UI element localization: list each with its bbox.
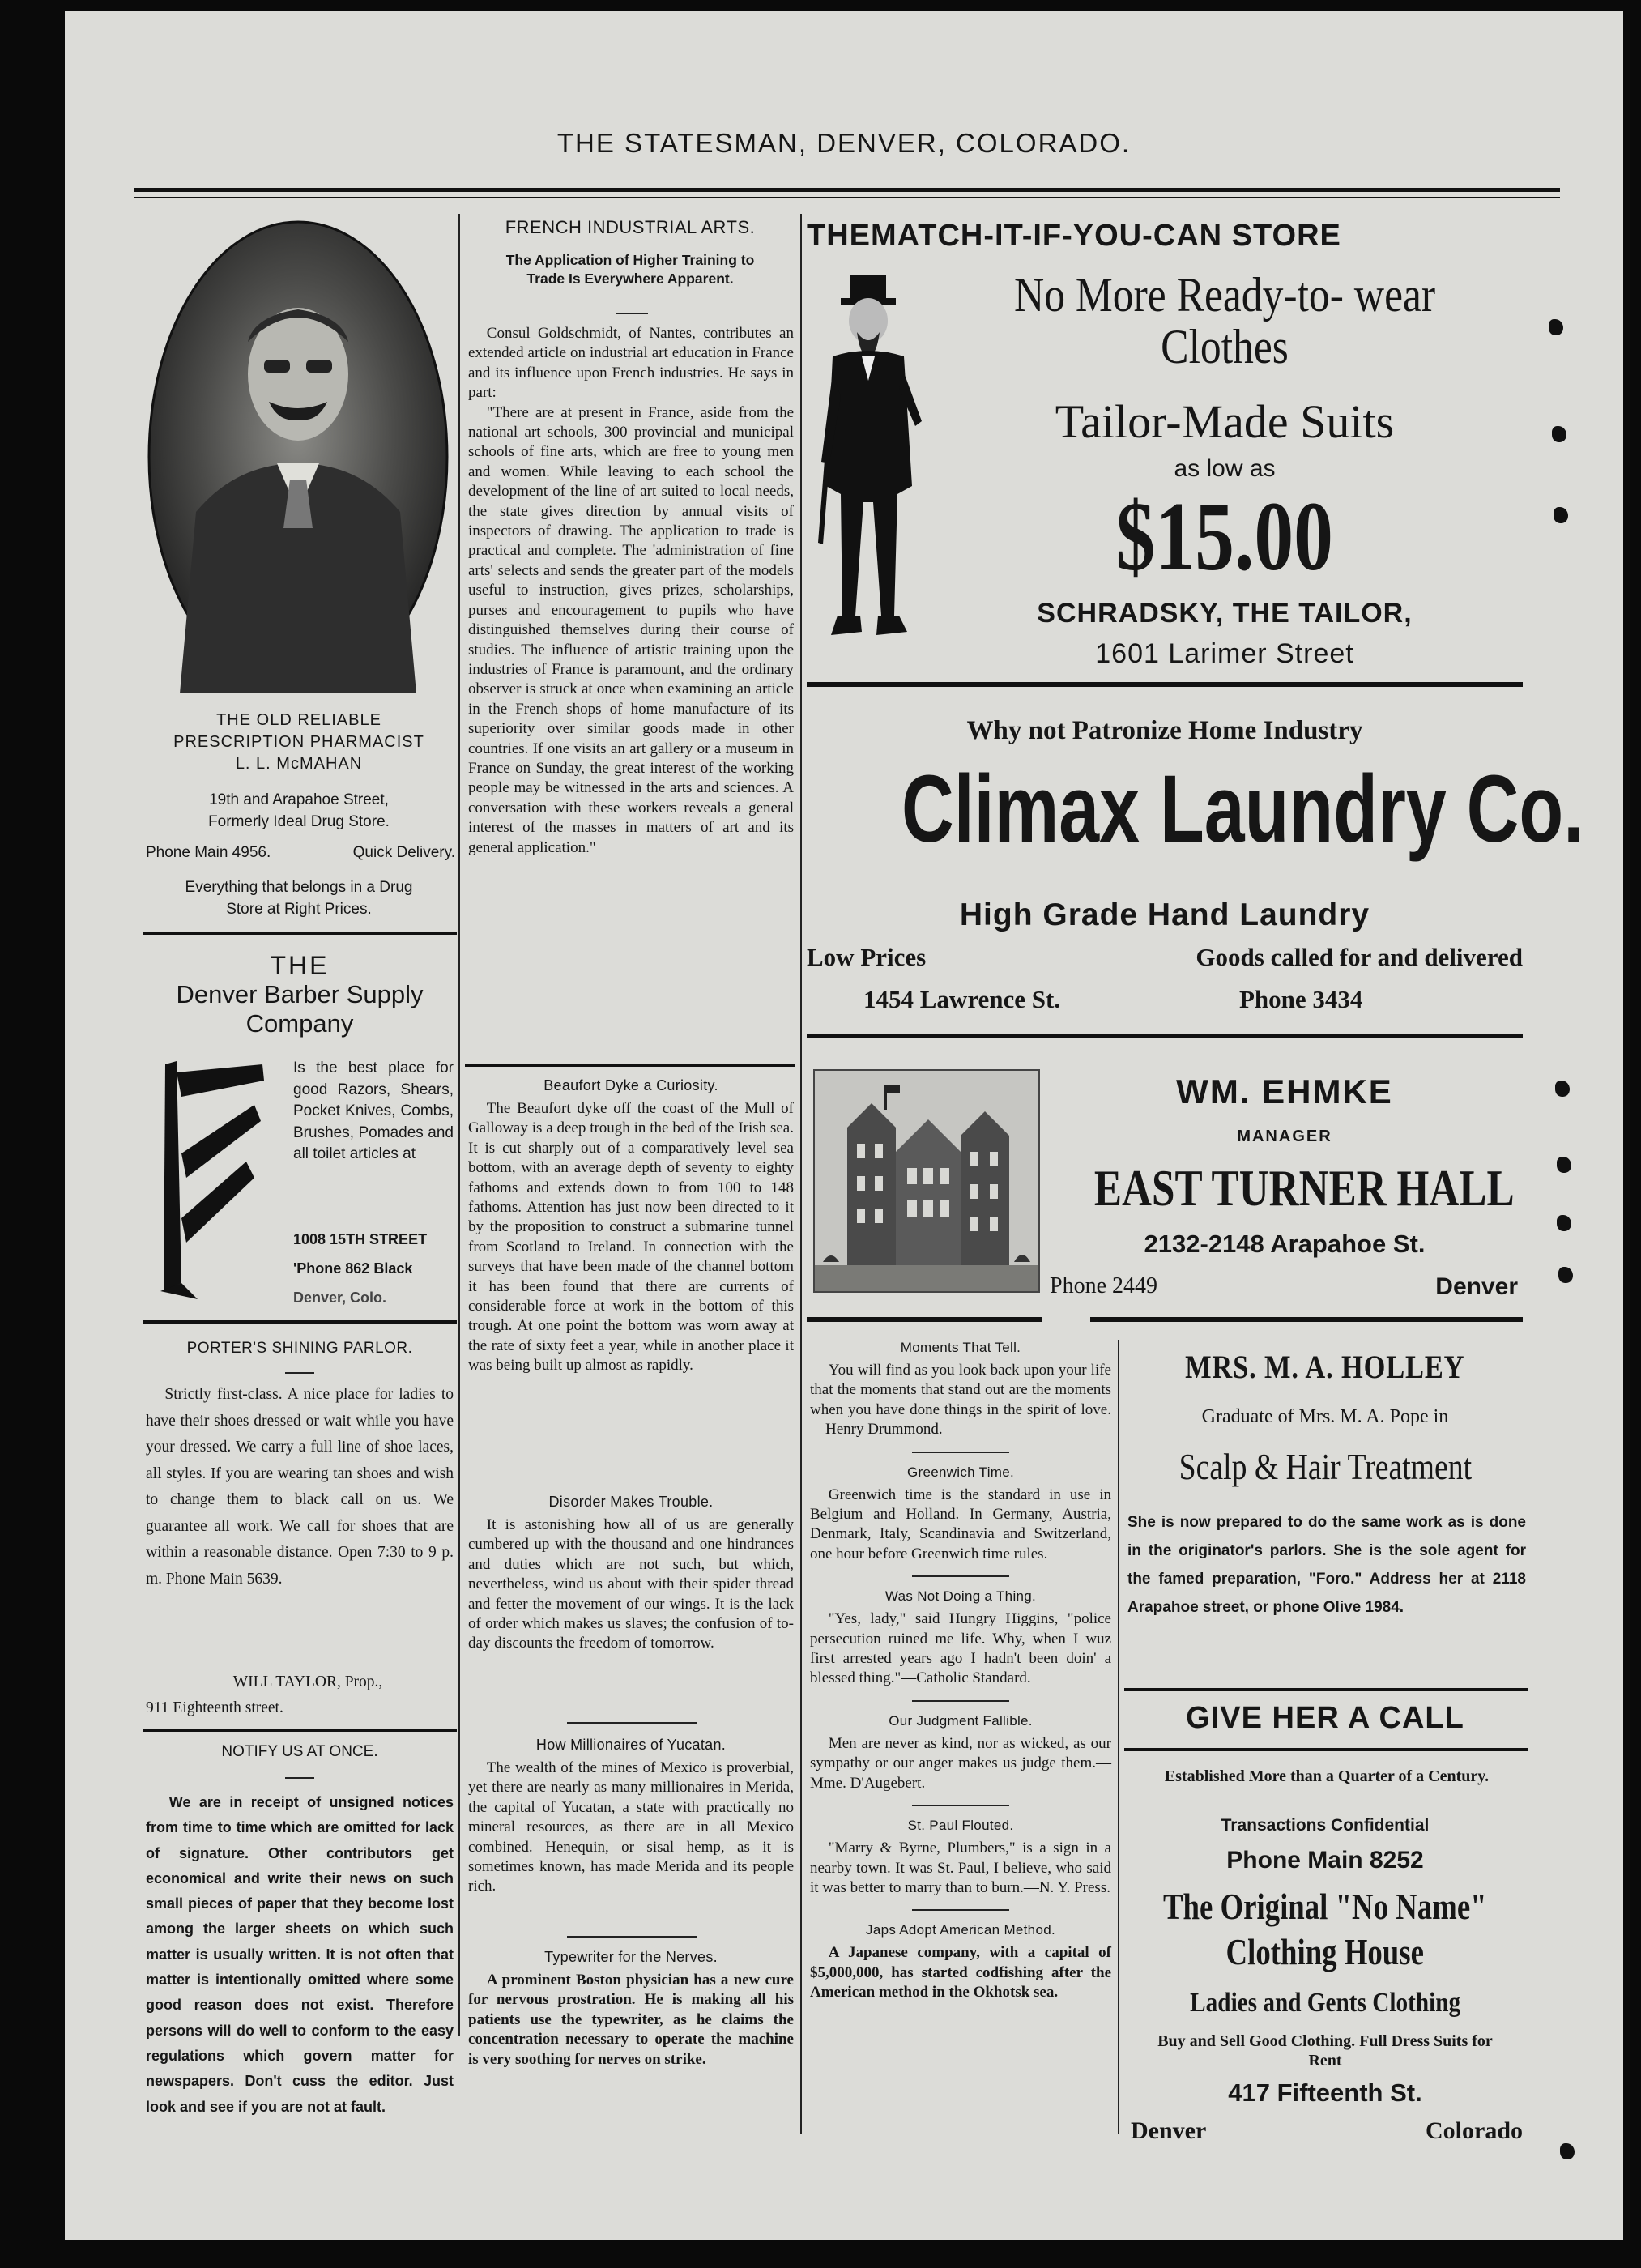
typewriter-title: Typewriter for the Nerves.: [544, 1949, 718, 1965]
tailor-price-text: $15.00: [1115, 482, 1334, 591]
tailor-line-2: Clothes: [1161, 320, 1289, 373]
newspaper-page: [65, 11, 1623, 2240]
pharmacist-ad: [143, 710, 455, 775]
rule-short-1: [912, 1452, 1009, 1453]
nonamestore-conf: Transactions Confidential: [1221, 1816, 1430, 1835]
masthead-rule-thin: [134, 197, 1560, 198]
porter-address: 911 Eighteenth street.: [146, 1699, 283, 1716]
laundry-low-prices: Low Prices: [807, 943, 927, 971]
notify-body: [146, 1790, 454, 2120]
nonamestore-ladies-text: Ladies and Gents Clothing: [1190, 1988, 1460, 2018]
tailor-headline: [951, 269, 1498, 373]
porter-title-rule: [285, 1372, 314, 1374]
barber-ad-header: [143, 951, 457, 1038]
holley-body: She is now prepared to do the same work as is done in the originator's parlors. She is the sole agent for the famed preparation, "Foro." Address her at 2118 Arapahoe street, or phone Olive 1984.: [1127, 1514, 1526, 1616]
rule-c1-2: [143, 1320, 457, 1324]
moments-article: [810, 1340, 1111, 1440]
turner-city: Denver: [1435, 1273, 1518, 1300]
holley-name-text: MRS. M. A. HOLLEY: [1185, 1349, 1465, 1385]
rule-c1-3: [143, 1729, 457, 1732]
greenwich-text: Greenwich time is the standard in use in Belgium and Holland. In Germany, Austria, Denmark, Italy, Scandinavia and Switzerland, one hour before Greenwich time rules.: [810, 1486, 1111, 1562]
moments-title: Moments That Tell.: [900, 1340, 1021, 1355]
tailor-line-3: Tailor-Made Suits: [1055, 395, 1395, 448]
nothing-text: "Yes, lady," said Hungry Higgins, "police persecution ruined me life. Why, when I wuz first arrested years ago I hadn't been doin' a blessed thing."—Catholic Standard.: [810, 1610, 1111, 1687]
rule-c2-1: [465, 1064, 795, 1067]
nonamestore-phone: Phone Main 8252: [1226, 1847, 1424, 1874]
holley-name: [1123, 1348, 1528, 1386]
disorder-text: It is astonishing how all of us are generally cumbered up with the thousand and one hindrances and duties which are not such, but which, nevertheless, wind us about with their spider thread and fetter the movement of our wings. It is the lack of order which makes us slaves; the confusion of to-day discounts the freedom of tomorrow.: [468, 1516, 794, 1652]
nonamestore-state: Colorado: [1426, 2117, 1523, 2144]
porter-text: Strictly first-class. A nice place for ladies to have their shoes dressed or wait while you have your dressed. We carry a full line of shoe laces, all styles. If you are wearing tan shoes and wish to change them to black call on us. We guarantee all work. We call for shoes that are within a reasonable distance. Open 7:30 to 9 p. m. Phone Main 5639.: [146, 1386, 454, 1588]
japs-text: A Japanese company, with a capital of $5,000,000, has started codfishing after the American method in the Okhotsk sea.: [810, 1944, 1111, 2002]
tailor-address: 1601 Larimer Street: [1095, 638, 1354, 669]
japs-article: [810, 1922, 1111, 2002]
turner-hall-image: [813, 1069, 1040, 1293]
nonamestore-name: [1118, 1884, 1532, 1975]
pharmacist-address-2: Formerly Ideal Drug Store.: [208, 813, 390, 830]
nonamestore-name-2: Clothing House: [1225, 1931, 1425, 1972]
barber-name-2: Company: [245, 1009, 354, 1038]
barber-name-1: Denver Barber Supply: [176, 980, 424, 1008]
nonamestore-city: Denver: [1131, 2117, 1207, 2144]
stpaul-title: St. Paul Flouted.: [907, 1818, 1014, 1834]
millionaires-title: How Millionaires of Yucatan.: [535, 1737, 727, 1753]
pharmacist-line-1: THE OLD RELIABLE: [216, 711, 381, 729]
turner-hall-text: EAST TURNER HALL: [1093, 1159, 1515, 1217]
disorder-article: [468, 1494, 794, 1654]
french-para-1: Consul Goldschmidt, of Nantes, contributes an extended article on industrial art education in France and its influence upon French industries. He says in part:: [468, 325, 794, 402]
judgment-text: Men are never as kind, nor as wicked, as our sympathy or our anger makes us judge them.—Mme. D'Augebert.: [810, 1734, 1111, 1792]
beaufort-text: The Beaufort dyke off the coast of the Mull of Galloway is a deep trough in the bed of the Irish sea. It is cut sharply out of a comparatively level sea bottom, with an average depth of seventy to eighty fathoms and extends down to from 100 to 148 fathoms. Attention has just now been directed to it by the proposition to construct a submarine tunnel from Scotland to Ireland. In connection with the surveys that have been made of the channel bottom it has been found that there are currents of considerable force at work in the bottom of this trough. At one point the bottom was worn away at the rate of sixty feet a year, while in another place it was being built up almost as rapidly.: [468, 1100, 794, 1375]
column-rule-1: [458, 214, 460, 2036]
beaufort-title: Beaufort Dyke a Curiosity.: [543, 1077, 718, 1094]
pharmacist-slogan-2: Store at Right Prices.: [226, 901, 372, 918]
millionaires-text: The wealth of the mines of Mexico is proverbial, yet there are nearly as many millionaires in Merida, the capital of Yucatan, a state with practically no mineral resources, as there are in all Mexico combined. Henequin, or sisal hemp, as it is sometimes known, has made Merida and its people rich.: [468, 1759, 794, 1895]
barber-contact: [293, 1225, 455, 1312]
laundry-sub: High Grade Hand Laundry: [959, 897, 1370, 932]
millionaires-article: [468, 1737, 794, 1897]
french-subtitle-rule: [616, 313, 648, 314]
holley-service: [1123, 1445, 1528, 1489]
rule-short-2: [912, 1575, 1009, 1577]
laundry-delivery: Goods called for and delivered: [1196, 943, 1523, 971]
laundry-address: 1454 Lawrence St.: [863, 985, 1061, 1013]
turner-phone: Phone 2449: [1050, 1273, 1157, 1298]
short-items: [810, 1340, 1111, 2003]
french-para-2: "There are at present in France, aside from the national art schools, 300 provincial and municipal schools of fine arts, which are free to young men and women. While leaving to each school the development of the line of art suited to local needs, the state gives direction by annual visits of inspectors of drawing. The application to trade is practical and complete. The 'administration of fine arts' selects and sends the greater part of the models useful to instruction, gives prizes, scholarships, purses and encouragement to pupils who have distinguished themselves during their course of studies. The influence of artistic training upon the industries of France is paramount, and the ordinary observer is struck at once when examining an article in the French shops of home manufacture of its superiority over similar goods made in other countries. If one visits an art gallery or a museum in France on Sunday, the great interest of the working people may be witnessed in the arts and sciences. A conversation with these workers reveals a general interest of the masses in matters of art and its general application.": [468, 403, 794, 856]
french-subtitle: The Application of Higher Training to Trade Is Everywhere Apparent.: [505, 252, 755, 287]
laundry-name-text: Climax Laundry Co.: [901, 756, 1584, 863]
nonamestore-est: Established More than a Quarter of a Century.: [1164, 1767, 1490, 1785]
barber-body: Is the best place for good Razors, Shears, Pocket Knives, Combs, Brushes, Pomades and all toilet articles at: [293, 1059, 454, 1162]
pharmacist-phone: Phone Main 4956.: [146, 844, 271, 861]
turner-address: 2132-2148 Arapahoe St.: [1144, 1230, 1426, 1258]
porter-title: PORTER'S SHINING PARLOR.: [186, 1340, 413, 1357]
pharmacist-line-2: PRESCRIPTION PHARMACIST: [173, 733, 424, 751]
pharmacist-slogan: [143, 876, 455, 920]
razor-icon: [149, 1056, 271, 1299]
porter-prop: WILL TAYLOR, Prop.,: [232, 1673, 383, 1690]
pharmacist-address: [143, 789, 455, 833]
turner-manager-name: WM. EHMKE: [1176, 1072, 1393, 1111]
typewriter-article: [468, 1949, 794, 2070]
holley-grad: Graduate of Mrs. M. A. Pope in: [1201, 1406, 1449, 1427]
rule-short-3: [912, 1700, 1009, 1702]
tailor-price: [951, 484, 1498, 590]
moments-text: You will find as you look back upon your life that the moments that stand out are the moments when you have done things in the spirit of love.—Henry Drummond.: [810, 1362, 1111, 1439]
laundry-phone: Phone 3434: [1239, 985, 1363, 1013]
judgment-title: Our Judgment Fallible.: [889, 1712, 1033, 1729]
tailor-name: SCHRADSKY, THE TAILOR,: [1037, 598, 1413, 629]
gentleman-figure-icon: [808, 275, 930, 672]
laundry-name: [794, 756, 1584, 863]
nothing-title: Was Not Doing a Thing.: [884, 1588, 1037, 1605]
notify-title-rule: [285, 1777, 314, 1779]
rule-short-4: [912, 1805, 1009, 1806]
nonamestore-city-row: [1131, 2117, 1523, 2145]
french-title: FRENCH INDUSTRIAL ARTS.: [505, 217, 756, 237]
masthead-rule: [134, 188, 1560, 192]
tailor-line-4: as low as: [1174, 455, 1276, 482]
nonamestore-buy: Buy and Sell Good Clothing. Full Dress Suits for Rent: [1157, 2032, 1493, 2070]
porter-body: [146, 1382, 454, 1592]
rule-c4-1: [1124, 1688, 1528, 1691]
rule-c1-1: [143, 932, 457, 935]
disorder-title: Disorder Makes Trouble.: [548, 1494, 714, 1510]
barber-city: Denver, Colo.: [293, 1290, 387, 1306]
typewriter-text: A prominent Boston physician has a new cure for nervous prostration. He is making all his patients use the typewriter, as he claims the concentration necessary to operate the machine is very soothing for nerves on strike.: [468, 1972, 794, 2068]
nonamestore-address: 417 Fifteenth St.: [1228, 2078, 1422, 2107]
give-her-a-call: GIVE HER A CALL: [1186, 1701, 1464, 1735]
pharmacist-portrait: [147, 220, 449, 693]
barber-street: 1008 15TH STREET: [293, 1231, 428, 1247]
nonamestore-name-1: The Original "No Name": [1163, 1886, 1487, 1927]
pharmacist-address-1: 19th and Arapahoe Street,: [209, 791, 389, 808]
notify-text: We are in receipt of unsigned notices from time to time which are omitted for lack of signature. Other contributors get economical and write their news on such small pieces of paper that they become lost among the larger sheets on which such matter is usually written. It is not often that matter is intentionally omitted where some good reason does not exist. Therefore persons will do well to conform to the easy regulations which govern matter for newspapers. Don't cuss the editor. Just look and see if you are not at fault.: [146, 1794, 454, 2115]
greenwich-title: Greenwich Time.: [906, 1464, 1015, 1480]
rule-short-5: [912, 1909, 1009, 1911]
tailor-line-1: No More Ready-to- wear: [1013, 268, 1436, 322]
turner-hall-name: [1042, 1160, 1528, 1217]
tailor-header: THEMATCH-IT-IF-YOU-CAN STORE: [807, 219, 1341, 253]
laundry-intro: Why not Patronize Home Industry: [966, 716, 1363, 745]
turner-role: MANAGER: [1237, 1128, 1332, 1145]
laundry-row-1: [807, 943, 1523, 972]
judgment-article: [810, 1713, 1111, 1793]
holley-service-text: Scalp & Hair Treatment: [1179, 1446, 1472, 1487]
rule-c3-2: [807, 1034, 1523, 1038]
japs-title: Japs Adopt American Method.: [866, 1922, 1055, 1938]
rule-c2-3: [567, 1936, 697, 1938]
nonamestore-ladies: [1118, 1988, 1532, 2019]
column-rule-2: [800, 214, 802, 2134]
rule-c3-3a: [807, 1317, 1042, 1322]
pharmacist-line-3: L. L. McMAHAN: [235, 755, 363, 773]
masthead: THE STATESMAN, DENVER, COLORADO.: [556, 128, 1132, 158]
pharmacist-delivery: Quick Delivery.: [352, 844, 455, 861]
pharmacist-phone-row: [146, 844, 455, 862]
nothing-article: [810, 1588, 1111, 1689]
barber-the: THE: [270, 951, 330, 980]
pharmacist-slogan-1: Everything that belongs in a Drug: [185, 879, 413, 896]
rule-c2-2: [567, 1722, 697, 1724]
french-body: [468, 324, 794, 858]
stpaul-text: "Marry & Byrne, Plumbers," is a sign in a nearby town. It was St. Paul, I believe, who said it was better to marry than to burn.—N. Y. Press.: [810, 1840, 1111, 1896]
rule-c3-3b: [1090, 1317, 1523, 1322]
stpaul-article: [810, 1818, 1111, 1898]
rule-c4-2: [1124, 1748, 1528, 1751]
greenwich-article: [810, 1464, 1111, 1565]
rule-c3-1: [807, 682, 1523, 687]
barber-phone: 'Phone 862 Black: [293, 1260, 413, 1277]
notify-title: NOTIFY US AT ONCE.: [221, 1743, 378, 1760]
beaufort-article: [468, 1077, 794, 1376]
